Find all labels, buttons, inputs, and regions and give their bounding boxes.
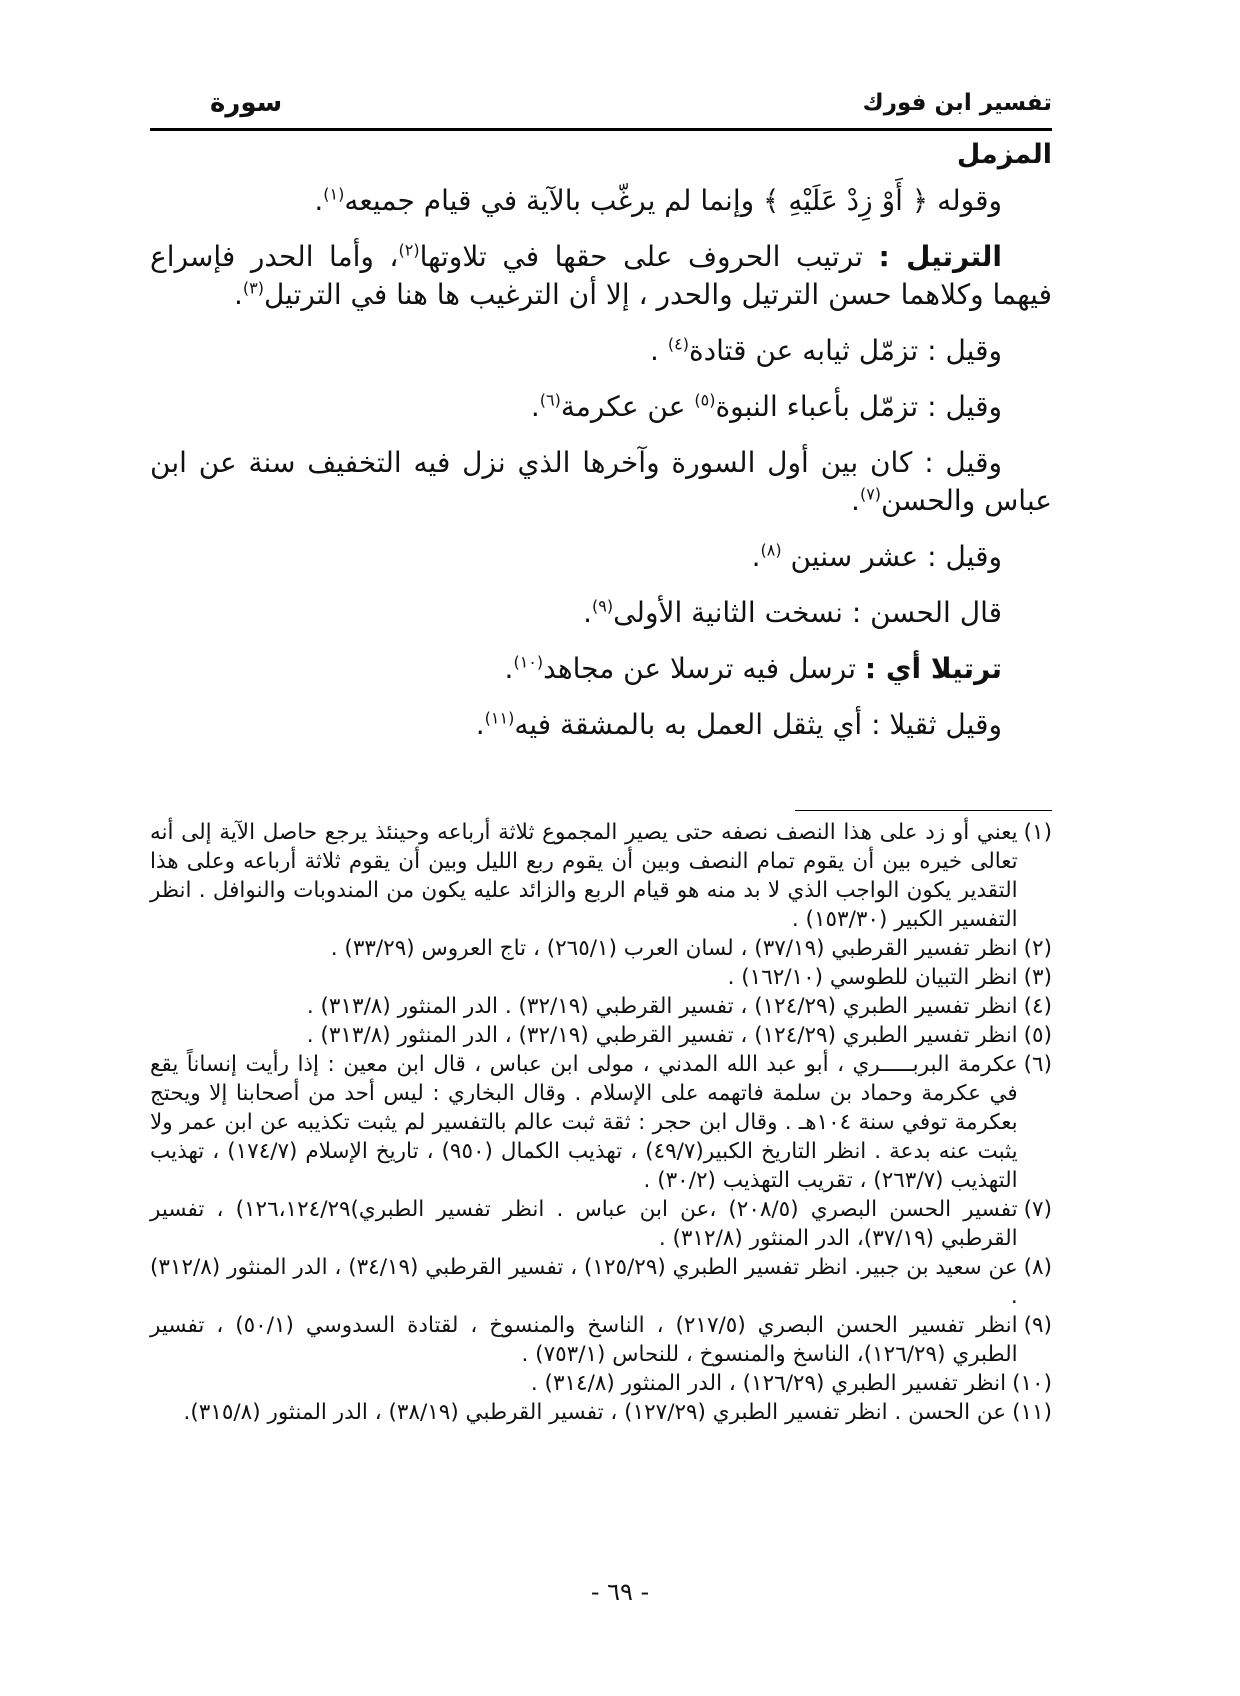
footnote-text: انظر تفسير القرطبي (٣٧/١٩) ، لسان العرب (٢٦٥/١) ، تاج العروس (٣٣/٢٩) . bbox=[330, 936, 1018, 961]
footnote-text: تفسير الحسن البصري (٢٠٨/٥) ،عن ابن عباس . انظر تفسير الطبري)١٢٦،١٢٤/٢٩) ، تفسير القرطبي (٣٧/١٩)، الدر المنثور (٣١٢/٨) . bbox=[150, 1197, 1018, 1251]
paragraph bbox=[150, 650, 1052, 688]
footnote-ref: (٢) bbox=[398, 240, 420, 260]
term-heading: الترتيل : bbox=[878, 240, 1003, 273]
header-rule bbox=[150, 128, 1052, 131]
footnote bbox=[150, 992, 1052, 1021]
footnote-text: عن الحسن . انظر تفسير الطبري (١٢٧/٢٩) ، تفسير القرطبي (٣٨/١٩) ، الدر المنثور (٣١٥/٨). bbox=[183, 1400, 1007, 1425]
paragraph-text: وقيل : كان بين أول السورة وآخرها الذي نزل فيه التخفيف سنة عن ابن عباس والحسن bbox=[150, 446, 1052, 517]
footnote-number: (٢) bbox=[1023, 936, 1052, 961]
footnote-text: انظر تفسير الطبري (١٢٦/٢٩) ، الدر المنثور (٣١٤/٨) . bbox=[530, 1371, 1007, 1396]
page-number: - ٦٩ - bbox=[590, 1578, 650, 1606]
paragraph-text: وقيل : عشر سنين bbox=[781, 540, 1002, 573]
footnote-text: انظر تفسير الطبري (١٢٤/٢٩) ، تفسير القرطبي (٣٢/١٩) . الدر المنثور (٣١٣/٨) . bbox=[306, 994, 1018, 1019]
footnote-number: (٤) bbox=[1023, 994, 1052, 1019]
footnote-number: (١١) bbox=[1012, 1400, 1052, 1425]
footnote-text: انظر تفسير الطبري (١٢٤/٢٩) ، تفسير القرطبي (٣٢/١٩) ، الدر المنثور (٣١٣/٨) . bbox=[306, 1023, 1018, 1048]
paragraph bbox=[150, 238, 1052, 314]
paragraph-text: قال الحسن : نسخت الثانية الأولى bbox=[613, 596, 1002, 629]
paragraph-tail: . bbox=[475, 708, 485, 741]
book-title: تفسير ابن فورك bbox=[862, 90, 1052, 116]
footnote bbox=[150, 1398, 1052, 1427]
footnote-ref: (٨) bbox=[760, 540, 782, 560]
footnote-ref: (٧) bbox=[859, 484, 882, 504]
footnote-number: (٣) bbox=[1023, 965, 1052, 990]
paragraph-text: ترسل فيه ترسلا عن مجاهد bbox=[543, 652, 865, 685]
paragraph-tail: . bbox=[650, 334, 668, 367]
footnote bbox=[150, 1021, 1052, 1050]
footnote-text: انظر التبيان للطوسي (١٦٢/١٠) . bbox=[727, 965, 1018, 990]
footnote-number: (٨) bbox=[1023, 1255, 1052, 1280]
footnote-text: يعني أو زد على هذا النصف نصفه حتى يصير المجموع ثلاثة أرباعه وحينئذ يرجع حاصل الآية إلى أنه تعالى خيره بين أن يقوم تمام النصف وبين أن يقوم ربع الليل وبين أن يقوم ثلاثة أرباعه وعلى هذا التقدير يكون الواجب الذي لا بد منه هو قيام الربع والزائد عليه يكون من المندوبات والنوافل . انظر التفسير الكبير (١٥٣/٣٠) . bbox=[150, 820, 1018, 932]
footnote-ref: (١) bbox=[323, 184, 345, 204]
paragraph bbox=[150, 538, 1052, 576]
footnote-number: (٥) bbox=[1023, 1023, 1052, 1048]
footnote-ref: (٥) bbox=[694, 390, 716, 410]
footnote-text: عكرمة البربـــــري ، أبو عبد الله المدني ، مولى ابن عباس ، قال ابن معين : إذا رأيت إنساناً يقع في عكرمة وحماد بن سلمة فاتهمه على الإسلام . وقال البخاري : ليس أحد من أصحابنا إلا ويحتج بعكرمة توفي سنة ١٠٤هـ . وقال ابن حجر : ثقة ثبت عالم بالتفسير لم يثبت تكذيبه عن ابن عمر ولا يثبت عنه بدعة . انظر التاريخ الكبير(٤٩/٧) ، تهذيب الكمال (٩٥٠) ، تاريخ الإسلام (١٧٤/٧) ، تهذيب التهذيب (٢٦٣/٧) ، تقريب التهذيب (٣٠/٢) . bbox=[150, 1052, 1018, 1193]
paragraph-tail: . bbox=[583, 596, 592, 629]
paragraph-text: وقيل : تزمّل بأعباء النبوة bbox=[715, 390, 1002, 423]
paragraph-text: وقيل : تزمّل ثيابه عن قتادة bbox=[688, 334, 1002, 367]
footnote-separator bbox=[795, 810, 1052, 811]
footnote bbox=[150, 1195, 1052, 1253]
paragraph-tail: . bbox=[314, 184, 324, 217]
footnote bbox=[150, 1311, 1052, 1369]
footnote-ref: (٤) bbox=[667, 334, 689, 354]
paragraph bbox=[150, 706, 1052, 744]
footnote-text: انظر تفسير الحسن البصري (٢١٧/٥) ، الناسخ والمنسوخ ، لقتادة السدوسي (٥٠/١) ، تفسير الطبري (١٢٦/٢٩)، الناسخ والمنسوخ ، للنحاس (٧٥٣/١) . bbox=[150, 1313, 1018, 1367]
paragraph-tail: . bbox=[504, 652, 514, 685]
footnote bbox=[150, 818, 1052, 934]
paragraph-tail: . bbox=[751, 540, 761, 573]
footnote-number: (١٠) bbox=[1012, 1371, 1052, 1396]
paragraph bbox=[150, 594, 1052, 632]
term-heading: ترتيلا أي : bbox=[864, 652, 1002, 685]
paragraph-text: وقوله ﴿ أَوْ زِدْ عَلَيْهِ ﴾ وإنما لم يرغّب بالآية في قيام جميعه bbox=[344, 184, 1002, 217]
footnote-ref: (٩) bbox=[592, 596, 614, 616]
footnote-number: (١) bbox=[1023, 820, 1052, 845]
footnote-text: عن سعيد بن جبير. انظر تفسير الطبري (١٢٥/٢٩) ، تفسير القرطبي (٣٤/١٩) ، الدر المنثور (٣١٢/٨) . bbox=[150, 1255, 1018, 1309]
footnote bbox=[150, 1253, 1052, 1311]
footnote bbox=[150, 934, 1052, 963]
footnote-number: (٧) bbox=[1023, 1197, 1052, 1222]
paragraph-tail: . bbox=[530, 390, 540, 423]
footnote-ref: (٦) bbox=[539, 390, 561, 410]
main-text bbox=[150, 136, 1052, 762]
footnote-ref: (١٠) bbox=[513, 652, 544, 672]
paragraph bbox=[150, 388, 1052, 426]
paragraph bbox=[150, 182, 1052, 220]
paragraph-tail: . bbox=[851, 484, 860, 517]
running-header bbox=[150, 88, 1052, 124]
footnote bbox=[150, 1369, 1052, 1398]
paragraph-text: ترتيب الحروف على حقها في تلاوتها bbox=[419, 240, 879, 273]
footnote-number: (٦) bbox=[1023, 1052, 1052, 1077]
footnote-ref: (٣) bbox=[242, 278, 264, 298]
sura-name: المزمل bbox=[956, 139, 1052, 170]
footnote bbox=[150, 963, 1052, 992]
paragraph-text: وقيل ثقيلا : أي يثقل العمل به بالمشقة فيه bbox=[514, 708, 1002, 741]
paragraph bbox=[150, 444, 1052, 520]
paragraph bbox=[150, 332, 1052, 370]
sura-label: سورة bbox=[210, 88, 283, 118]
paragraph-tail: عن عكرمة bbox=[560, 390, 695, 423]
footnote bbox=[150, 1050, 1052, 1195]
footnotes bbox=[150, 818, 1052, 1427]
paragraph-tail: ، وأما الحدر فإسراع فيهما وكلاهما حسن الترتيل والحدر ، إلا أن الترغيب ها هنا في الترتيل bbox=[150, 240, 1052, 311]
footnote-ref: (١١) bbox=[484, 708, 515, 728]
paragraph-tail: . bbox=[233, 278, 243, 311]
footnote-number: (٩) bbox=[1023, 1313, 1052, 1338]
